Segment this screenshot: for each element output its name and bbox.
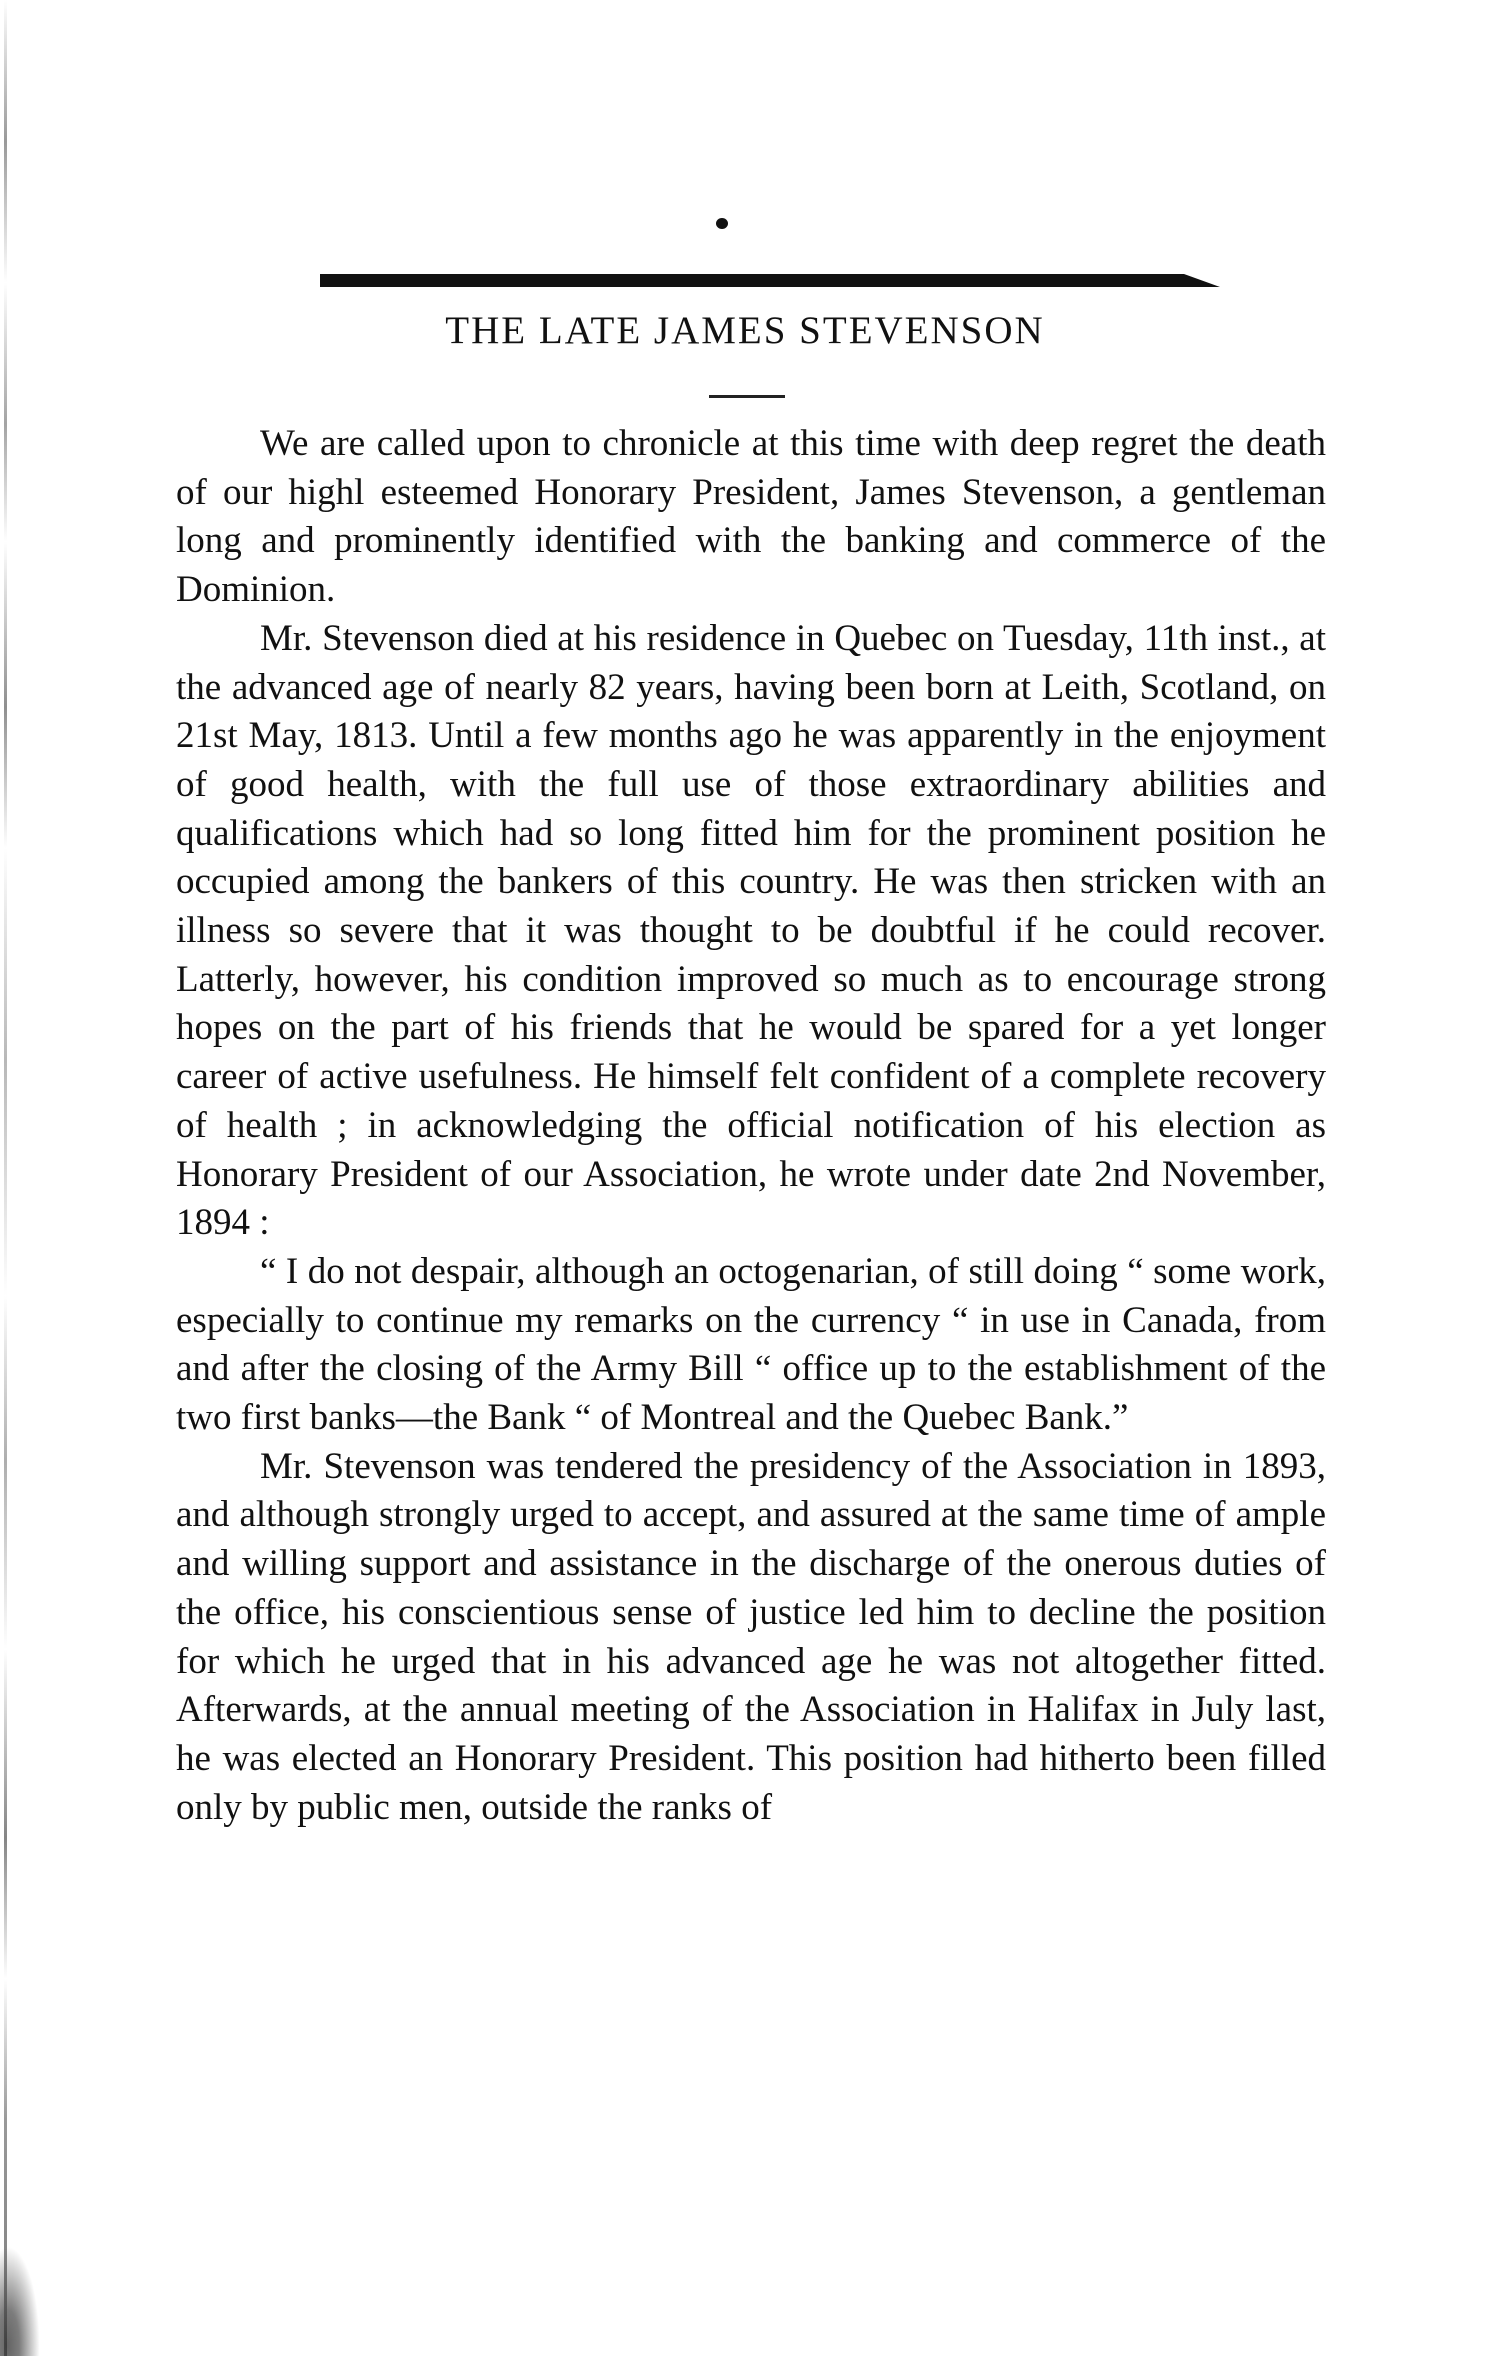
- dot-ornament: [716, 218, 728, 229]
- paragraph-1: We are called upon to chronicle at this time with deep regret the death of our highl esteemed Honorary President, James Stevenson, a gentleman long and prominently identified with the banking and commerce of the Dominion.: [176, 423, 1326, 611]
- page-title: THE LATE JAMES STEVENSON: [445, 309, 1045, 352]
- paragraph-2: Mr. Stevenson died at his residence in Quebec on Tuesday, 11th inst., at the advanced age of nearly 82 years, having been born at Leith, Scotland, on 21st May, 1813. Until a few months ago he was apparently in the enjoyment of good health, with the full use of those extraordinary abilities and qualifications which had so long fitted him for the prominent position he occupied among the bankers of this country. He was then stricken with an illness so severe that it was thought to be doubtful if he could recover. Latterly, however, his condition improved so much as to encourage strong hopes on the part of his friends that he would be spared for a yet longer career of active usefulness. He himself felt confident of a complete recovery of health ; in acknowledging the official notification of his election as Honorary President of our Association, he wrote under date 2nd November, 1894 :: [176, 617, 1326, 1244]
- heavy-rule-divider: [320, 274, 1220, 287]
- scan-page-edge: [4, 0, 7, 2356]
- short-rule-divider: [709, 395, 785, 398]
- paragraph-4: Mr. Stevenson was tendered the presidency of the Association in 1893, and although strongly urged to accept, and assured at the same time of ample and willing support and assistance in the discharge of the onerous duties of the office, his conscientious sense of justice led him to decline the position for which he urged that in his advanced age he was not altogether fitted. Afterwards, at the annual meeting of the Association in Halifax in July last, he was elected an Honorary President. This position had hitherto been filled only by public men, outside the ranks of: [176, 1445, 1326, 1828]
- article-body: [176, 420, 1326, 1832]
- quoted-letter: “ I do not despair, although an octogenarian, of still doing “ some work, especially to continue my remarks on the currency “ in use in Canada, from and after the closing of the Army Bill “ office up to the establishment of the two first banks—the Bank “ of Montreal and the Quebec Bank.”: [176, 1250, 1326, 1439]
- scan-corner-mark: [0, 2246, 40, 2356]
